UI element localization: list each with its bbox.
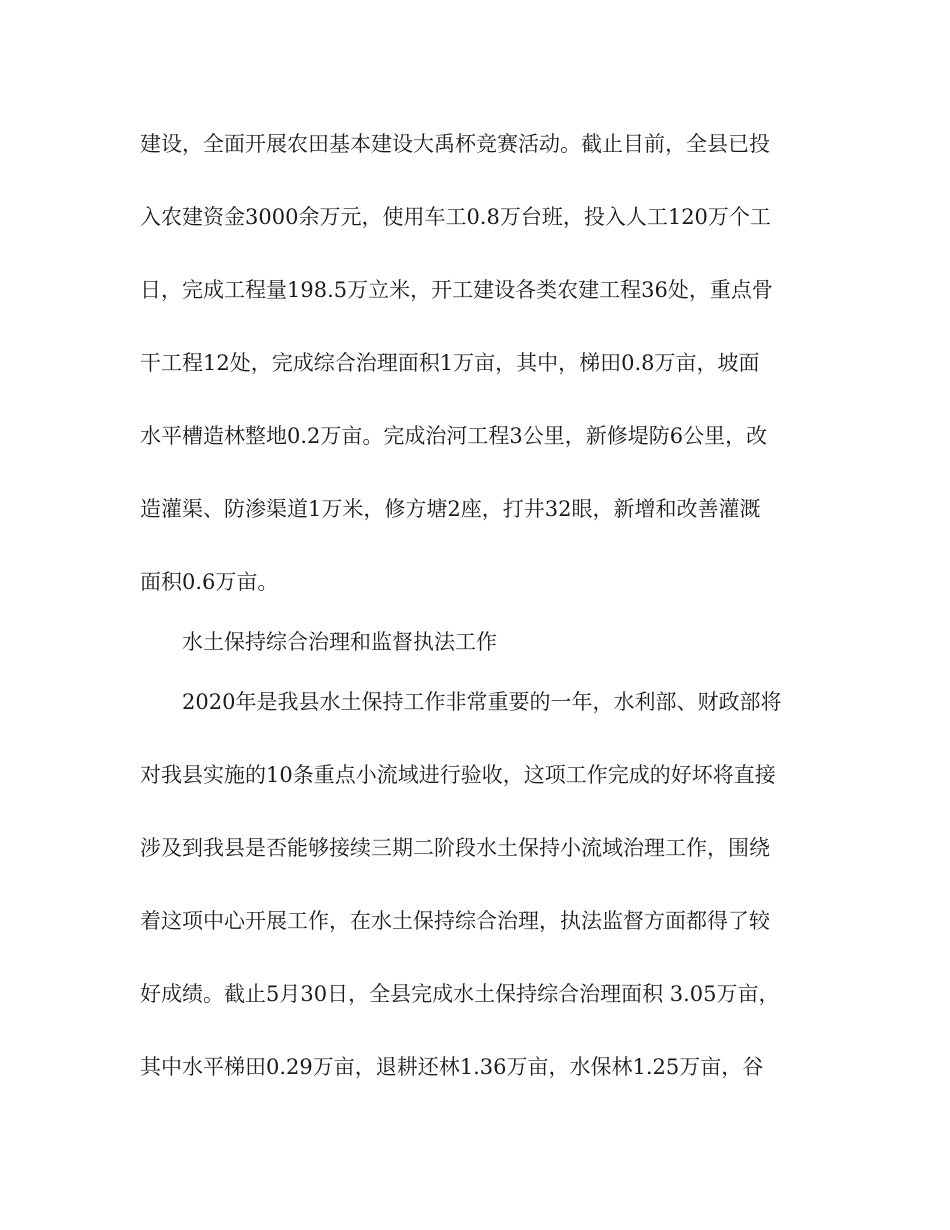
paragraph-line-12: 好成绩。截止5月30日，全县完成水土保持综合治理面积 3.05万亩， [140, 982, 780, 1006]
paragraph-line-6: 造灌渠、防渗渠道1万米，修方塘2座，打井32眼，新增和改善灌溉 [140, 497, 761, 521]
paragraph-line-7: 面积0.6万亩。 [140, 570, 279, 594]
paragraph-line-4: 干工程12处，完成综合治理面积1万亩，其中，梯田0.8万亩，坡面 [140, 351, 760, 375]
paragraph-line-8: 2020年是我县水土保持工作非常重要的一年，水利部、财政部将 [182, 690, 782, 714]
paragraph-line-2: 入农建资金3000余万元，使用车工0.8万台班，投入人工120万个工 [140, 205, 771, 229]
paragraph-line-9: 对我县实施的10条重点小流域进行验收，这项工作完成的好坏将直接 [140, 763, 776, 787]
paragraph-line-5: 水平槽造林整地0.2万亩。完成治河工程3公里，新修堤防6公里，改 [140, 424, 768, 448]
paragraph-line-13: 其中水平梯田0.29万亩，退耕还林1.36万亩，水保林1.25万亩，谷 [140, 1055, 764, 1079]
section-heading: 水土保持综合治理和监督执法工作 [182, 630, 497, 654]
paragraph-line-10: 涉及到我县是否能够接续三期二阶段水土保持小流域治理工作，围绕 [140, 836, 770, 860]
paragraph-line-1: 建设，全面开展农田基本建设大禹杯竞赛活动。截止目前，全县已投 [140, 132, 770, 156]
paragraph-line-3: 日，完成工程量198.5万立米，开工建设各类农建工程36处，重点骨 [140, 278, 773, 302]
paragraph-line-11: 着这项中心开展工作，在水土保持综合治理，执法监督方面都得了较 [140, 909, 770, 933]
